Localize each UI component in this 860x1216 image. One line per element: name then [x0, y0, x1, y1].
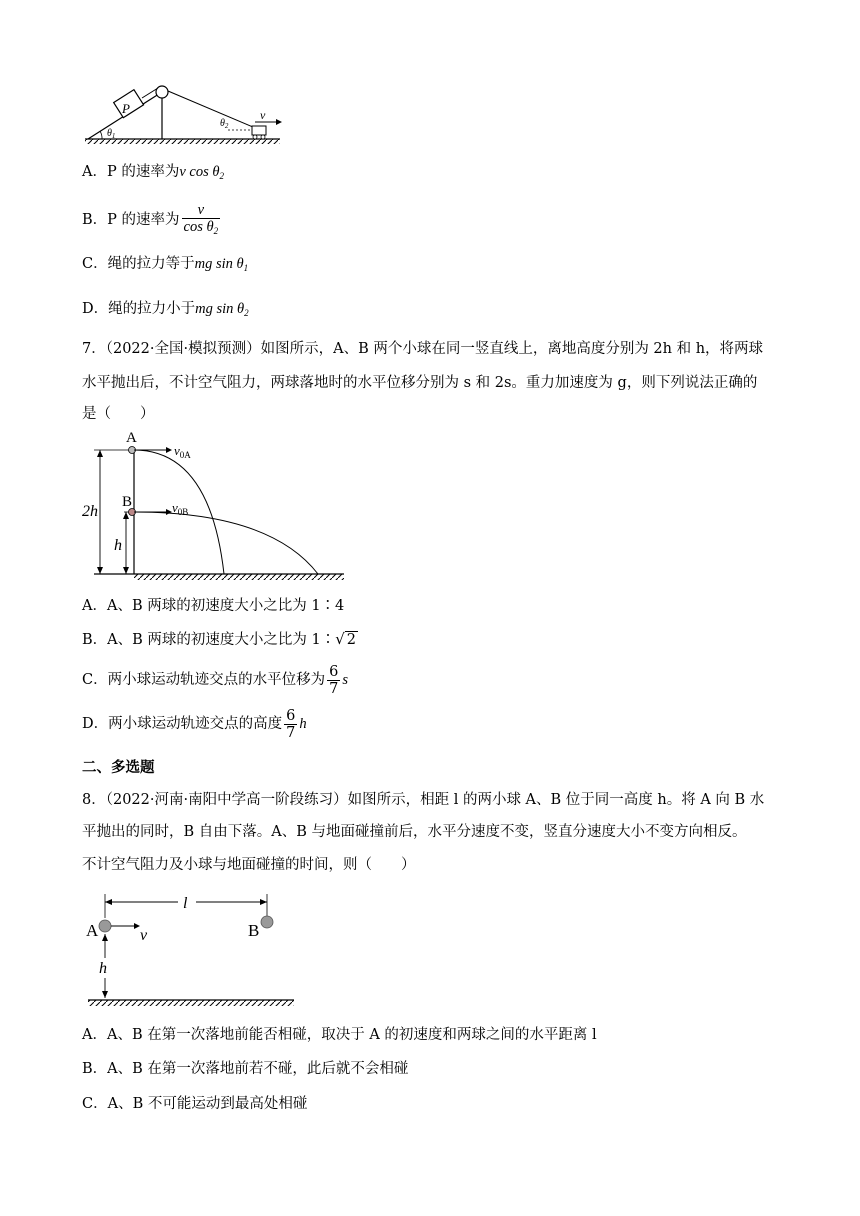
q6-option-b: B．P 的速率为 $\frac{v}{\cos \theta_2}$ — [82, 201, 219, 236]
q7-stem-line-1: 7．（2022·全国·模拟预测）如图所示，A、B 两个小球在同一竖直线上，离地高度分别为 2h 和 h，将两球 — [82, 341, 764, 357]
height-h-label: h — [99, 960, 107, 977]
q7-option-b: B．A、B 两球的初速度大小之比为 1∶√ 2 — [82, 630, 357, 648]
velocity-v-label: v — [260, 108, 266, 122]
height-h-label: h — [114, 537, 122, 554]
q8-stem-line-2: 平抛出的同时，B 自由下落。A、B 与地面碰撞前后，水平分速度不变，竖直分速度大小不变方向相反。 — [82, 824, 747, 840]
q6-option-d: D．绳的拉力小于mg $\sin \theta_2$ — [82, 301, 249, 318]
q7-option-a: A．A、B 两球的初速度大小之比为 1∶4 — [82, 598, 345, 614]
q8-stem-line-1: 8．（2022·河南·南阳中学高一阶段练习）如图所示，相距 l 的两小球 A、B 位于同一高度 h。将 A 向 B 水 — [82, 792, 765, 808]
incline-pulley-figure — [80, 80, 285, 150]
projectile-two-balls-figure — [80, 428, 348, 584]
ball-a-label: A — [86, 921, 99, 940]
ball-a-label: A — [126, 430, 137, 446]
q6-option-a: A．P 的速率为v $\cos \theta_2$ — [82, 164, 224, 181]
height-2h-label: 2h — [82, 503, 98, 520]
q8-option-b: B．A、B 在第一次落地前若不碰，此后就不会相碰 — [82, 1061, 409, 1077]
q7-stem-line-3: 是（ ） — [82, 406, 155, 422]
q7-option-d: D．两小球运动轨迹交点的高度 $\frac{6}{7}$ h — [82, 707, 307, 741]
velocity-v0b-label: $v_{0B}$ — [172, 500, 189, 517]
velocity-v-label: v — [140, 927, 148, 944]
ball-b-label: B — [122, 494, 133, 510]
two-balls-same-height-figure — [82, 888, 298, 1016]
block-p-label: P — [122, 101, 130, 116]
theta1-label: $\theta_1$ — [107, 128, 116, 140]
q8-option-a: A．A、B 在第一次落地前能否相碰，取决于 A 的初速度和两球之间的水平距离 l — [82, 1027, 597, 1043]
ball-b-label: B — [248, 921, 260, 940]
q6-option-c: C．绳的拉力等于mg $\sin \theta_1$ — [82, 256, 249, 273]
distance-l-label: l — [183, 895, 188, 912]
section-title: 二、多选题 — [82, 760, 155, 776]
q7-option-c: C．两小球运动轨迹交点的水平位移为 $\frac{6}{7}$ s — [82, 663, 348, 697]
velocity-v0a-label: $v_{0A}$ — [174, 443, 191, 460]
q8-stem-line-3: 不计空气阻力及小球与地面碰撞的时间，则（ ） — [82, 857, 416, 873]
q7-stem-line-2: 水平抛出后，不计空气阻力，两球落地时的水平位移分别为 s 和 2s。重力加速度为 g，则下列说法正确的 — [82, 375, 758, 391]
q8-option-c: C．A、B 不可能运动到最高处相碰 — [82, 1096, 308, 1112]
theta2-label: $\theta_2$ — [220, 118, 229, 130]
